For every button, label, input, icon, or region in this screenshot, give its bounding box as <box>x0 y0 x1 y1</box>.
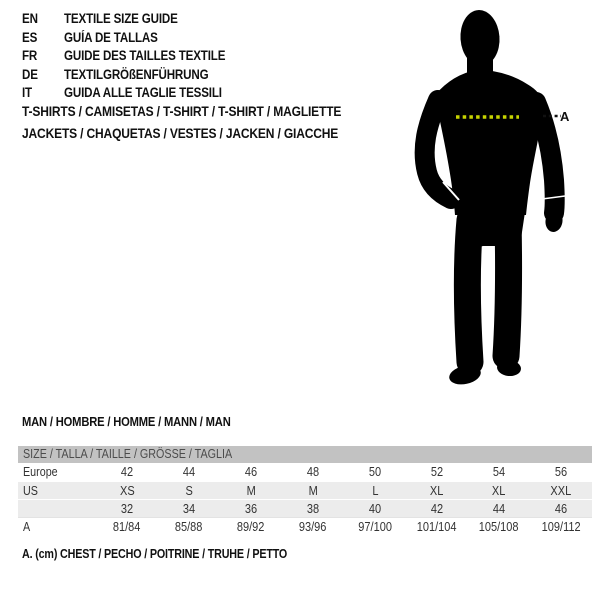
category-jackets: JACKETS / CHAQUETAS / VESTES / JACKEN / GIACCHE <box>22 124 339 141</box>
row-label: A <box>23 520 31 534</box>
language-row <box>22 29 252 48</box>
cell: S <box>185 484 193 498</box>
cell: 44 <box>492 502 506 516</box>
cell: 81/84 <box>113 520 141 534</box>
cell: 89/92 <box>237 520 265 534</box>
cell: 97/100 <box>358 520 392 534</box>
cell: 42 <box>120 465 134 479</box>
cell: 105/108 <box>479 520 519 534</box>
section-title-man: MAN / HOMBRE / HOMME / MANN / MAN <box>22 414 231 429</box>
table-row-us <box>18 481 592 499</box>
silhouette-right-arm <box>536 102 555 213</box>
cell: 46 <box>554 502 568 516</box>
cell: 56 <box>554 465 568 479</box>
cell: 42 <box>430 502 444 516</box>
footnote-chest: A. (cm) CHEST / PECHO / POITRINE / TRUHE / PETTO <box>22 547 288 561</box>
language-code: IT <box>22 85 32 101</box>
table-row-europe <box>18 463 592 481</box>
row-label: Europe <box>23 465 58 479</box>
cell: XS <box>119 484 135 498</box>
language-code: DE <box>22 66 38 82</box>
language-label: GUIDE DES TAILLES TEXTILE <box>64 48 226 64</box>
cell: 93/96 <box>299 520 327 534</box>
language-row <box>22 66 252 85</box>
cell: XL <box>430 484 444 498</box>
cell: 44 <box>182 465 196 479</box>
cell: 36 <box>244 502 258 516</box>
language-label: TEXTILGRÖßENFÜHRUNG <box>64 66 209 82</box>
man-silhouette-figure <box>405 0 600 400</box>
cell: 32 <box>120 502 134 516</box>
cell: 54 <box>492 465 506 479</box>
language-code: FR <box>22 48 38 64</box>
silhouette-left-leg <box>467 220 470 362</box>
cell: M <box>308 484 318 498</box>
cell: 85/88 <box>175 520 203 534</box>
cell: 38 <box>306 502 320 516</box>
language-label: GUÍA DE TALLAS <box>64 29 158 45</box>
language-row <box>22 10 252 29</box>
cell: 46 <box>244 465 258 479</box>
category-lines <box>22 101 393 144</box>
language-label: TEXTILE SIZE GUIDE <box>64 11 178 26</box>
table-row-chest <box>18 517 592 535</box>
size-table <box>18 446 592 535</box>
size-table-header <box>18 446 592 463</box>
cell: L <box>371 484 379 498</box>
cell: 101/104 <box>417 520 457 534</box>
category-tshirts: T-SHIRTS / CAMISETAS / T-SHIRT / T-SHIRT / MAGLIETTE <box>22 103 342 119</box>
cell: 40 <box>368 502 382 516</box>
size-table-header-label: SIZE / TALLA / TAILLE / GRÖSSE / TAGLIA <box>23 447 233 461</box>
language-label: GUIDA ALLE TAGLIE TESSILI <box>64 85 222 101</box>
language-list <box>22 10 252 103</box>
cell: M <box>246 484 256 498</box>
table-row-numeric <box>18 499 592 517</box>
cell: 109/112 <box>541 520 581 534</box>
language-code: ES <box>22 29 38 45</box>
cell: 48 <box>306 465 320 479</box>
cell: 34 <box>182 502 196 516</box>
cell: XL <box>492 484 506 498</box>
silhouette-right-leg <box>506 220 509 356</box>
language-row <box>22 47 252 66</box>
measure-label-a: A <box>560 109 570 124</box>
row-label: US <box>23 484 38 498</box>
cell: XXL <box>550 484 572 498</box>
language-code: EN <box>22 11 38 26</box>
cell: 50 <box>368 465 382 479</box>
cell: 52 <box>430 465 444 479</box>
